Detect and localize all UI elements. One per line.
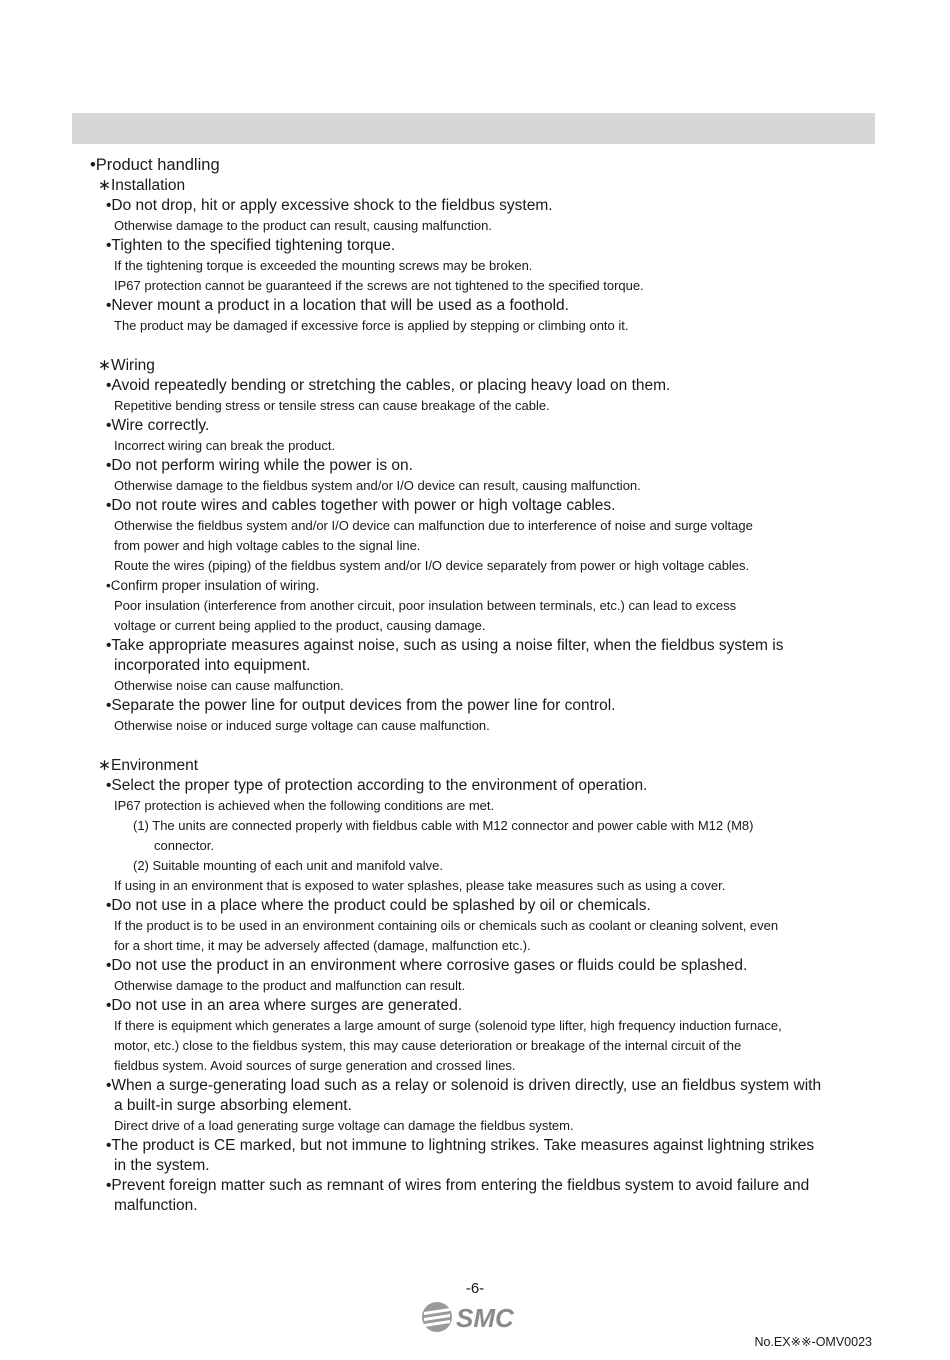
bullet-item: •Do not use in an area where surges are generated. (106, 997, 463, 1014)
smc-logo (420, 1300, 530, 1334)
bullet-item: •Do not perform wiring while the power is on. (106, 457, 413, 474)
explanation-text: Route the wires (piping) of the fieldbus system and/or I/O device separately from power or high voltage cables. (114, 558, 750, 573)
numbered-condition: (2) Suitable mounting of each unit and manifold valve. (133, 858, 444, 873)
bullet-item: •Never mount a product in a location that will be used as a foothold. (106, 297, 569, 314)
explanation-text: Poor insulation (interference from another circuit, poor insulation between terminals, etc.) can lead to excess (114, 598, 737, 613)
bullet-item: •Do not route wires and cables together with power or high voltage cables. (106, 497, 616, 514)
subsection-heading: ∗Installation (98, 177, 186, 194)
explanation-text: motor, etc.) close to the fieldbus system, this may cause deterioration or breakage of the internal circuit of the (114, 1038, 742, 1053)
bullet-item: •Do not drop, hit or apply excessive shock to the fieldbus system. (106, 197, 553, 214)
numbered-condition: (1) The units are connected properly with fieldbus cable with M12 connector and power cable with M12 (M8) (133, 818, 754, 833)
bullet-item: •Tighten to the specified tightening torque. (106, 237, 396, 254)
bullet-item-continuation: incorporated into equipment. (114, 657, 311, 674)
section-header-bar (72, 113, 875, 144)
explanation-text: If using in an environment that is exposed to water splashes, please take measures such as using a cover. (114, 878, 726, 893)
explanation-text: Direct drive of a load generating surge voltage can damage the fieldbus system. (114, 1118, 574, 1133)
page-number: -6- (465, 1280, 485, 1297)
bullet-item: •Wire correctly. (106, 417, 210, 434)
bullet-item: •Avoid repeatedly bending or stretching the cables, or placing heavy load on them. (106, 377, 671, 394)
explanation-text: Otherwise the fieldbus system and/or I/O device can malfunction due to interference of noise and surge voltage (114, 518, 753, 533)
bullet-item: •Do not use the product in an environment where corrosive gases or fluids could be splashed. (106, 957, 748, 974)
bullet-item: •Confirm proper insulation of wiring. (106, 578, 320, 593)
explanation-text: IP67 protection cannot be guaranteed if the screws are not tightened to the specified torque. (114, 278, 644, 293)
bullet-item: •Take appropriate measures against noise, such as using a noise filter, when the fieldbus system is (106, 637, 784, 654)
explanation-text: Otherwise damage to the product can result, causing malfunction. (114, 218, 492, 233)
bullet-item: •Separate the power line for output devices from the power line for control. (106, 697, 616, 714)
bullet-item: •When a surge-generating load such as a relay or solenoid is driven directly, use an fieldbus system with (106, 1077, 822, 1094)
explanation-text: Otherwise noise can cause malfunction. (114, 678, 344, 693)
explanation-text: fieldbus system. Avoid sources of surge generation and crossed lines. (114, 1058, 516, 1073)
document-number: No.EX※※-OMV0023 (754, 1335, 872, 1349)
explanation-text: from power and high voltage cables to the signal line. (114, 538, 421, 553)
bullet-item: •Do not use in a place where the product could be splashed by oil or chemicals. (106, 897, 651, 914)
explanation-text: Otherwise damage to the product and malfunction can result. (114, 978, 466, 993)
numbered-condition-continuation: connector. (154, 838, 214, 853)
explanation-text: Incorrect wiring can break the product. (114, 438, 336, 453)
bullet-item: •Prevent foreign matter such as remnant of wires from entering the fieldbus system to avoid failure and (106, 1177, 810, 1194)
bullet-item: •The product is CE marked, but not immune to lightning strikes. Take measures against lightning strikes (106, 1137, 815, 1154)
explanation-text: Otherwise noise or induced surge voltage can cause malfunction. (114, 718, 490, 733)
explanation-text: The product may be damaged if excessive force is applied by stepping or climbing onto it. (114, 318, 629, 333)
bullet-item-continuation: a built-in surge absorbing element. (114, 1097, 352, 1114)
subsection-heading: ∗Environment (98, 757, 199, 774)
bullet-item-continuation: in the system. (114, 1157, 210, 1174)
explanation-text: Repetitive bending stress or tensile stress can cause breakage of the cable. (114, 398, 550, 413)
section-title: •Product handling (90, 156, 220, 174)
bullet-item: •Select the proper type of protection according to the environment of operation. (106, 777, 648, 794)
document-body (88, 154, 888, 1216)
explanation-text: If the product is to be used in an environment containing oils or chemicals such as coolant or cleaning solvent, even (114, 918, 779, 933)
explanation-text: IP67 protection is achieved when the following conditions are met. (114, 798, 495, 813)
explanation-text: If the tightening torque is exceeded the mounting screws may be broken. (114, 258, 533, 273)
explanation-text: voltage or current being applied to the product, causing damage. (114, 618, 486, 633)
svg-text:SMC: SMC (456, 1303, 514, 1333)
spacer (88, 336, 888, 356)
subsection-heading: ∗Wiring (98, 357, 155, 374)
spacer (88, 736, 888, 756)
explanation-text: If there is equipment which generates a large amount of surge (solenoid type lifter, high frequency induction furnace, (114, 1018, 782, 1033)
bullet-item-continuation: malfunction. (114, 1197, 198, 1214)
explanation-text: for a short time, it may be adversely affected (damage, malfunction etc.). (114, 938, 531, 953)
explanation-text: Otherwise damage to the fieldbus system and/or I/O device can result, causing malfunction. (114, 478, 641, 493)
